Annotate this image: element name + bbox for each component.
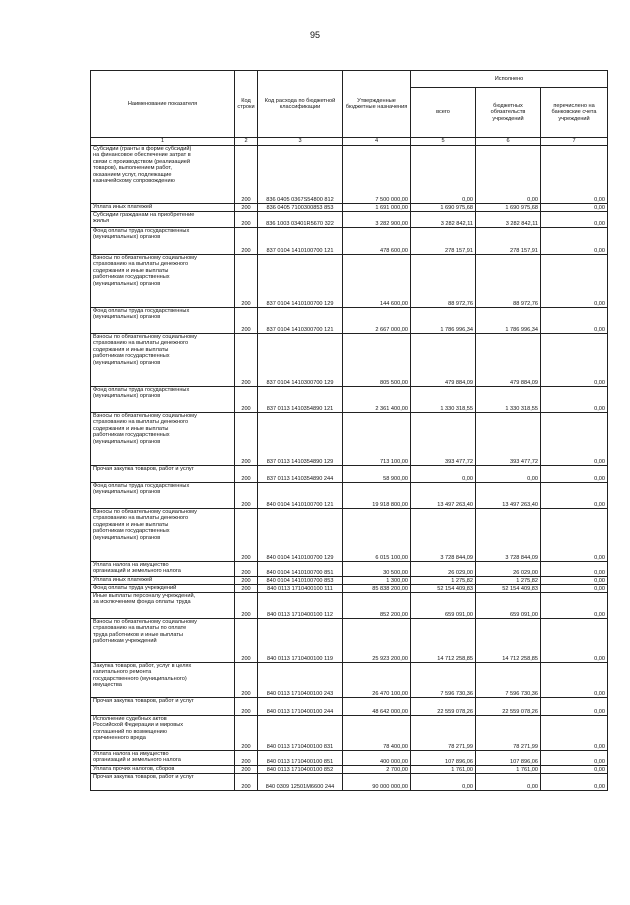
row-approved-amount: 25 923 200,00 <box>343 619 411 663</box>
row-budget-code: 836 0405 0367S54800 812 <box>258 146 343 204</box>
row-line-code: 200 <box>235 387 258 413</box>
indicator-name-line: содержания и иные выплаты <box>93 267 169 274</box>
indicator-name-line: содержания и иные выплаты <box>93 521 169 528</box>
row-approved-amount: 852 200,00 <box>343 593 411 619</box>
row-executed-total: 13 497 263,40 <box>411 483 476 509</box>
row-line-code: 200 <box>235 585 258 593</box>
row-executed-total: 22 559 078,26 <box>411 698 476 716</box>
header-name: Наименование показателя <box>91 71 235 138</box>
row-budget-code: 840 0113 1710400100 111 <box>258 585 343 593</box>
row-approved-amount: 19 918 800,00 <box>343 483 411 509</box>
table-row <box>91 619 608 663</box>
row-budget-code: 836 0405 7100300853 853 <box>258 204 343 212</box>
table-row <box>91 577 608 585</box>
row-budget-code: 837 0104 1410300700 129 <box>258 334 343 387</box>
row-indicator-name <box>91 308 235 334</box>
indicator-name-line: Уплата прочих налогов, сборов <box>93 766 175 772</box>
indicator-name-line: страхованию на выплаты денежного <box>93 419 189 426</box>
row-indicator-name <box>91 466 235 483</box>
indicator-name-line: страхованию на выплаты денежного <box>93 261 189 268</box>
column-number: 2 <box>235 138 258 146</box>
row-approved-amount: 478 600,00 <box>343 228 411 255</box>
row-budget-code: 837 0113 1410354890 121 <box>258 387 343 413</box>
row-executed-total: 78 271,99 <box>411 716 476 751</box>
header-budget-obligations: бюджетных обязательств учреждений <box>476 88 541 138</box>
row-executed-total: 393 477,72 <box>411 413 476 466</box>
row-line-code: 200 <box>235 483 258 509</box>
row-executed-total: 0,00 <box>411 774 476 791</box>
row-approved-amount: 6 015 100,00 <box>343 509 411 562</box>
row-transferred-bank: 0,00 <box>541 204 608 212</box>
indicator-name-line: работникам государственных <box>93 528 170 535</box>
table-row <box>91 585 608 593</box>
row-indicator-name <box>91 619 235 663</box>
column-number-row <box>91 138 608 146</box>
row-executed-total: 659 091,00 <box>411 593 476 619</box>
row-indicator-name <box>91 663 235 698</box>
row-budget-code: 840 0104 1410100700 853 <box>258 577 343 585</box>
row-budget-code: 840 0113 1710400100 243 <box>258 663 343 698</box>
indicator-name-line: работникам государственных <box>93 274 170 281</box>
row-line-code: 200 <box>235 698 258 716</box>
indicator-name-line: работникам государственных <box>93 432 170 439</box>
row-approved-amount: 30 500,00 <box>343 562 411 577</box>
row-approved-amount: 713 100,00 <box>343 413 411 466</box>
row-indicator-name <box>91 255 235 308</box>
row-executed-total: 1 330 318,55 <box>411 387 476 413</box>
row-budget-code: 840 0104 1410100700 129 <box>258 509 343 562</box>
indicator-name-line: Уплата иных платежей <box>93 204 153 210</box>
row-approved-amount: 90 000 000,00 <box>343 774 411 791</box>
row-budget-code: 840 0113 1710400100 112 <box>258 593 343 619</box>
row-transferred-bank: 0,00 <box>541 483 608 509</box>
row-executed-total: 88 972,76 <box>411 255 476 308</box>
indicator-name-line: Закупка товаров, работ, услуг в целях <box>93 663 192 669</box>
row-executed-obligations: 479 884,09 <box>476 334 541 387</box>
row-transferred-bank: 0,00 <box>541 228 608 255</box>
table-row <box>91 308 608 334</box>
row-approved-amount: 1 691 000,00 <box>343 204 411 212</box>
row-executed-obligations: 278 157,91 <box>476 228 541 255</box>
row-executed-obligations: 1 690 975,68 <box>476 204 541 212</box>
row-approved-amount: 48 642 000,00 <box>343 698 411 716</box>
column-number: 3 <box>258 138 343 146</box>
row-approved-amount: 1 300,00 <box>343 577 411 585</box>
table-row <box>91 204 608 212</box>
row-budget-code: 840 0113 1710400100 119 <box>258 619 343 663</box>
indicator-name-line: (муниципальных) органов <box>93 438 161 445</box>
row-budget-code: 840 0104 1410100700 121 <box>258 483 343 509</box>
row-budget-code: 837 0104 1410100700 129 <box>258 255 343 308</box>
indicator-name-line: за исключением фонда оплаты труда <box>93 599 191 606</box>
column-number: 5 <box>411 138 476 146</box>
row-transferred-bank: 0,00 <box>541 585 608 593</box>
indicator-name-line: организаций и земельного налога <box>93 568 181 575</box>
row-transferred-bank: 0,00 <box>541 593 608 619</box>
indicator-name-line: причиненного вреда <box>93 735 146 742</box>
row-executed-total: 1 690 975,68 <box>411 204 476 212</box>
indicator-name-line: соглашений по возмещению <box>93 728 167 735</box>
indicator-name-line: Прочая закупка товаров, работ и услуг <box>93 466 194 472</box>
row-approved-amount: 58 900,00 <box>343 466 411 483</box>
row-transferred-bank: 0,00 <box>541 255 608 308</box>
row-transferred-bank: 0,00 <box>541 698 608 716</box>
indicator-name-line: казначейскому сопровождению <box>93 178 175 185</box>
row-indicator-name <box>91 334 235 387</box>
row-executed-obligations: 659 091,00 <box>476 593 541 619</box>
page-number: 95 <box>309 30 320 40</box>
row-line-code: 200 <box>235 663 258 698</box>
row-executed-obligations: 78 271,99 <box>476 716 541 751</box>
indicator-name-line: (муниципальных) органов <box>93 314 161 321</box>
table-row <box>91 766 608 774</box>
row-budget-code: 840 0113 1710400100 244 <box>258 698 343 716</box>
row-line-code: 200 <box>235 716 258 751</box>
indicator-name-line: связи с производством (реализацией <box>93 158 191 165</box>
row-executed-obligations: 26 029,00 <box>476 562 541 577</box>
row-line-code: 200 <box>235 466 258 483</box>
row-line-code: 200 <box>235 577 258 585</box>
row-budget-code: 836 1003 03401R5670 322 <box>258 212 343 228</box>
row-transferred-bank: 0,00 <box>541 334 608 387</box>
row-transferred-bank: 0,00 <box>541 466 608 483</box>
column-number: 1 <box>91 138 235 146</box>
table-row <box>91 483 608 509</box>
row-approved-amount: 400 000,00 <box>343 751 411 766</box>
indicator-name-line: Взносы по обязательному социальному <box>93 255 197 261</box>
row-line-code: 200 <box>235 413 258 466</box>
row-transferred-bank: 0,00 <box>541 751 608 766</box>
indicator-name-line: имущества <box>93 682 122 689</box>
table-row <box>91 212 608 228</box>
indicator-name-line: работникам государственных <box>93 353 170 360</box>
row-transferred-bank: 0,00 <box>541 663 608 698</box>
row-transferred-bank: 0,00 <box>541 766 608 774</box>
row-executed-total: 1 275,82 <box>411 577 476 585</box>
row-indicator-name <box>91 562 235 577</box>
row-transferred-bank: 0,00 <box>541 774 608 791</box>
row-executed-obligations: 1 786 996,34 <box>476 308 541 334</box>
table-body <box>91 146 608 791</box>
row-executed-obligations: 0,00 <box>476 774 541 791</box>
table-row <box>91 387 608 413</box>
indicator-name-line: Прочая закупка товаров, работ и услуг <box>93 698 194 704</box>
row-executed-total: 0,00 <box>411 146 476 204</box>
row-executed-total: 7 596 730,36 <box>411 663 476 698</box>
indicator-name-line: Взносы по обязательному социальному <box>93 509 197 515</box>
row-budget-code: 840 0113 1710400100 831 <box>258 716 343 751</box>
row-indicator-name <box>91 146 235 204</box>
row-executed-obligations: 14 712 258,85 <box>476 619 541 663</box>
row-executed-total: 278 157,91 <box>411 228 476 255</box>
row-line-code: 200 <box>235 774 258 791</box>
column-number: 6 <box>476 138 541 146</box>
indicator-name-line: содержания и иные выплаты <box>93 425 169 432</box>
row-line-code: 200 <box>235 212 258 228</box>
budget-execution-table <box>90 70 608 791</box>
row-line-code: 200 <box>235 334 258 387</box>
row-approved-amount: 805 500,00 <box>343 334 411 387</box>
row-line-code: 200 <box>235 562 258 577</box>
indicator-name-line: Фонд оплаты труда учреждений <box>93 585 177 591</box>
row-executed-obligations: 13 497 263,40 <box>476 483 541 509</box>
indicator-name-line: страхованию на выплаты денежного <box>93 340 189 347</box>
row-transferred-bank: 0,00 <box>541 413 608 466</box>
indicator-name-line: Взносы по обязательному социальному <box>93 413 197 419</box>
row-indicator-name <box>91 774 235 791</box>
table-row <box>91 698 608 716</box>
indicator-name-line: (муниципальных) органов <box>93 393 161 400</box>
row-budget-code: 840 0113 1710400100 852 <box>258 766 343 774</box>
row-indicator-name <box>91 585 235 593</box>
indicator-name-line: (муниципальных) органов <box>93 359 161 366</box>
row-budget-code: 837 0104 1410300700 121 <box>258 308 343 334</box>
row-budget-code: 837 0104 1410100700 121 <box>258 228 343 255</box>
row-executed-obligations: 3 282 842,11 <box>476 212 541 228</box>
row-approved-amount: 144 600,00 <box>343 255 411 308</box>
row-transferred-bank: 0,00 <box>541 509 608 562</box>
row-line-code: 200 <box>235 509 258 562</box>
table-row <box>91 751 608 766</box>
row-transferred-bank: 0,00 <box>541 146 608 204</box>
table-row <box>91 334 608 387</box>
row-indicator-name <box>91 387 235 413</box>
row-approved-amount: 3 282 900,00 <box>343 212 411 228</box>
row-executed-obligations: 52 154 409,83 <box>476 585 541 593</box>
row-executed-total: 3 728 844,09 <box>411 509 476 562</box>
indicator-name-line: Уплата иных платежей <box>93 577 153 583</box>
row-approved-amount: 2 700,00 <box>343 766 411 774</box>
table-row <box>91 228 608 255</box>
row-line-code: 200 <box>235 146 258 204</box>
row-executed-total: 26 029,00 <box>411 562 476 577</box>
table-row <box>91 716 608 751</box>
row-executed-obligations: 7 596 730,36 <box>476 663 541 698</box>
table-row <box>91 466 608 483</box>
indicator-name-line: содержания и иные выплаты <box>93 346 169 353</box>
table-row <box>91 255 608 308</box>
indicator-name-line: оказанием услуг, подлежащие <box>93 171 172 178</box>
row-line-code: 200 <box>235 228 258 255</box>
indicator-name-line: капитального ремонта <box>93 669 152 676</box>
row-executed-obligations: 1 761,00 <box>476 766 541 774</box>
row-executed-total: 3 282 842,11 <box>411 212 476 228</box>
row-indicator-name <box>91 212 235 228</box>
row-transferred-bank: 0,00 <box>541 212 608 228</box>
indicator-name-line: (муниципальных) органов <box>93 234 161 241</box>
row-budget-code: 840 0309 12501M6600 244 <box>258 774 343 791</box>
row-line-code: 200 <box>235 766 258 774</box>
indicator-name-line: на финансовое обеспечение затрат в <box>93 152 191 159</box>
indicator-name-line: Исполнение судебных актов <box>93 716 167 722</box>
row-transferred-bank: 0,00 <box>541 577 608 585</box>
row-indicator-name <box>91 593 235 619</box>
indicator-name-line: (муниципальных) органов <box>93 489 161 496</box>
row-transferred-bank: 0,00 <box>541 619 608 663</box>
row-indicator-name <box>91 698 235 716</box>
header-budget-code: Код расхода по бюджетной классификации <box>258 71 343 138</box>
table-row <box>91 562 608 577</box>
indicator-name-line: товаров), выполнением работ, <box>93 165 172 172</box>
row-executed-obligations: 88 972,76 <box>476 255 541 308</box>
table-row <box>91 146 608 204</box>
row-executed-total: 0,00 <box>411 466 476 483</box>
indicator-name-line: Российской Федерации и мировых <box>93 722 184 729</box>
indicator-name-line: Иные выплаты персоналу учреждений, <box>93 593 196 599</box>
row-executed-total: 1 761,00 <box>411 766 476 774</box>
row-executed-total: 1 786 996,34 <box>411 308 476 334</box>
row-executed-obligations: 3 728 844,09 <box>476 509 541 562</box>
table-row <box>91 413 608 466</box>
row-indicator-name <box>91 509 235 562</box>
table-row <box>91 663 608 698</box>
header-bank-accounts: перечислено на банковские счета учреждений <box>541 88 608 138</box>
indicator-name-line: Субсидии (гранты в форме субсидий) <box>93 146 192 152</box>
row-indicator-name <box>91 228 235 255</box>
indicator-name-line: Уплата налога на имущество <box>93 751 169 757</box>
indicator-name-line: Субсидии гражданам на приобретение <box>93 212 195 218</box>
indicator-name-line: Фонд оплаты труда государственных <box>93 483 190 489</box>
row-transferred-bank: 0,00 <box>541 562 608 577</box>
column-number: 4 <box>343 138 411 146</box>
indicator-name-line: Прочая закупка товаров, работ и услуг <box>93 774 194 780</box>
indicator-name-line: Фонд оплаты труда государственных <box>93 228 190 234</box>
row-line-code: 200 <box>235 255 258 308</box>
indicator-name-line: жилья <box>93 218 110 225</box>
row-executed-obligations: 0,00 <box>476 146 541 204</box>
header-approved: Утвержденные бюджетные назначения <box>343 71 411 138</box>
row-line-code: 200 <box>235 593 258 619</box>
row-executed-obligations: 0,00 <box>476 466 541 483</box>
table-row <box>91 774 608 791</box>
table-row <box>91 593 608 619</box>
row-indicator-name <box>91 483 235 509</box>
row-indicator-name <box>91 766 235 774</box>
row-executed-total: 52 154 409,83 <box>411 585 476 593</box>
row-indicator-name <box>91 413 235 466</box>
indicator-name-line: Взносы по обязательному социальному <box>93 619 197 625</box>
row-executed-obligations: 1 275,82 <box>476 577 541 585</box>
indicator-name-line: организаций и земельного налога <box>93 757 181 764</box>
row-budget-code: 840 0104 1410100700 851 <box>258 562 343 577</box>
row-executed-obligations: 393 477,72 <box>476 413 541 466</box>
indicator-name-line: Уплата налога на имущество <box>93 562 169 568</box>
row-approved-amount: 7 500 000,00 <box>343 146 411 204</box>
row-approved-amount: 85 838 200,00 <box>343 585 411 593</box>
row-executed-total: 479 884,09 <box>411 334 476 387</box>
row-line-code: 200 <box>235 751 258 766</box>
row-transferred-bank: 0,00 <box>541 308 608 334</box>
row-executed-total: 107 896,06 <box>411 751 476 766</box>
row-transferred-bank: 0,00 <box>541 716 608 751</box>
row-approved-amount: 2 667 000,00 <box>343 308 411 334</box>
indicator-name-line: страхованию на выплаты по оплате <box>93 625 187 632</box>
indicator-name-line: Фонд оплаты труда государственных <box>93 387 190 393</box>
header-line-code: Код строки <box>235 71 258 138</box>
header-total: всего <box>411 88 476 138</box>
row-approved-amount: 78 400,00 <box>343 716 411 751</box>
indicator-name-line: Фонд оплаты труда государственных <box>93 308 190 314</box>
row-executed-total: 14 712 258,85 <box>411 619 476 663</box>
indicator-name-line: страхованию на выплаты денежного <box>93 515 189 522</box>
row-transferred-bank: 0,00 <box>541 387 608 413</box>
row-line-code: 200 <box>235 204 258 212</box>
row-executed-obligations: 1 330 318,55 <box>476 387 541 413</box>
row-approved-amount: 2 361 400,00 <box>343 387 411 413</box>
indicator-name-line: государственного (муниципального) <box>93 675 187 682</box>
row-budget-code: 837 0113 1410354890 129 <box>258 413 343 466</box>
row-indicator-name <box>91 716 235 751</box>
row-line-code: 200 <box>235 308 258 334</box>
indicator-name-line: (муниципальных) органов <box>93 534 161 541</box>
row-budget-code: 837 0113 1410354890 244 <box>258 466 343 483</box>
indicator-name-line: работникам учреждений <box>93 638 157 645</box>
row-approved-amount: 26 470 100,00 <box>343 663 411 698</box>
indicator-name-line: Взносы по обязательному социальному <box>93 334 197 340</box>
row-indicator-name <box>91 751 235 766</box>
row-budget-code: 840 0113 1710400100 851 <box>258 751 343 766</box>
indicator-name-line: (муниципальных) органов <box>93 280 161 287</box>
header-executed: Исполнено <box>411 71 608 88</box>
row-indicator-name <box>91 577 235 585</box>
indicator-name-line: труда работников и иные выплаты <box>93 631 183 638</box>
row-line-code: 200 <box>235 619 258 663</box>
row-indicator-name <box>91 204 235 212</box>
row-executed-obligations: 22 559 078,26 <box>476 698 541 716</box>
row-executed-obligations: 107 896,06 <box>476 751 541 766</box>
table-row <box>91 509 608 562</box>
column-number: 7 <box>541 138 608 146</box>
